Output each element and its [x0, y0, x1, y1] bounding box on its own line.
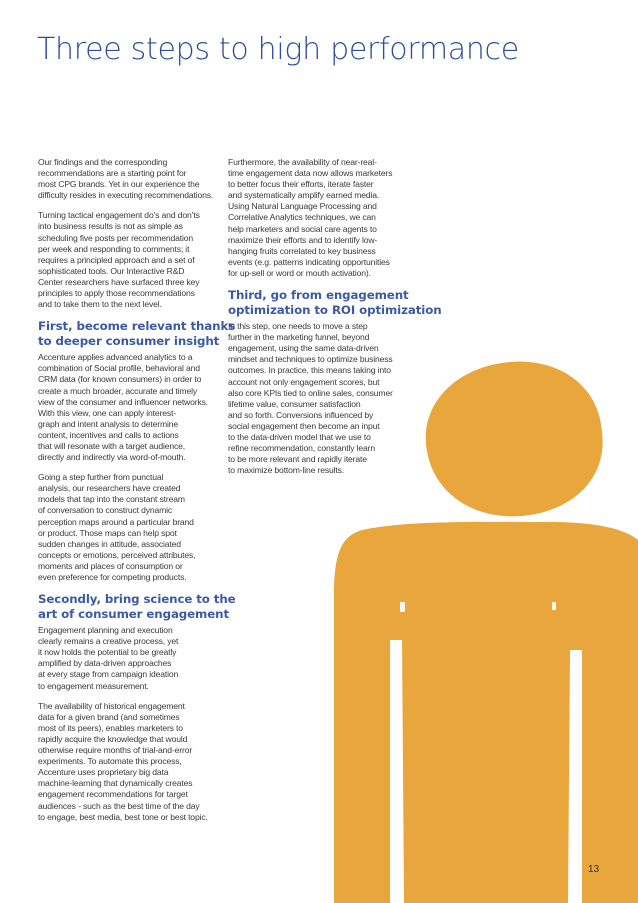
section-heading: Secondly, bring science to the art of consumer engagement	[38, 592, 236, 622]
paragraph: In this step, one needs to move a step further in the marketing funnel, beyond engagement, using the same data-driven mindset and techniques to optimize business outcomes. In practice, this means taking into account not only engagement scores, but also core KPIs tied to online sales, consumer lifetime value, consumer satisfaction and so forth. Conversions influenced by social engagement then become an input to the data-driven model that we use to refine recommendation, constantly learn to be more relevant and rapidly iterate to maximize bottom-line results.	[228, 321, 393, 476]
paragraph: Engagement planning and execution clearly remains a creative process, yet it now holds the potential to be greatly amplified by data-driven approaches at every stage from campaign ideation to engagement measurement.	[38, 625, 179, 691]
left-column	[38, 157, 238, 832]
paragraph: Going a step further from punctual analysis, our researchers have created models that tap into the constant stream of conversation to construct dynamic perception maps around a particular brand or product. Those maps can help spot sudden changes in attitude, associated concepts or emotions, perceived attributes, moments and places of consumption or even preference for competing products.	[38, 472, 196, 582]
figure-head	[426, 362, 603, 517]
section-heading: Third, go from engagement optimization to ROI optimization	[228, 288, 442, 318]
page-title: Three steps to high performance	[37, 32, 519, 67]
paragraph: Furthermore, the availability of near-real- time engagement data now allows marketers to better focus their efforts, iterate faster and systematically amplify earned media. Using Natural Language Processing and Correlative Analytics techniques, we can help marketers and social care agents to maximize their efforts and to identify low- hanging fruits correlated to key business events (e.g. patterns indicating opportunities for up-sell or word or mouth activation).	[228, 157, 393, 278]
paragraph: Our findings and the corresponding recommendations are a starting point for most CPG brands. Yet in our experience the difficulty resides in executing recommendations.	[38, 157, 214, 201]
figure-body	[334, 522, 638, 903]
section-heading: First, become relevant thanks to deeper consumer insight	[38, 319, 236, 349]
paragraph: The availability of historical engagement data for a given brand (and sometimes most of its peers), enables marketers to rapidly acquire the knowledge that would otherwise require months of trial-and-error experiments. To automate this process, Accenture uses proprietary big data machine-learning that dynamically creates engagement recommendations for target audiences - such as the best time of the day to engage, best media, best tone or best topic.	[38, 700, 208, 822]
figure-mark	[552, 602, 556, 610]
page-number: 13	[588, 864, 600, 875]
figure-mark	[400, 602, 405, 612]
paragraph: Turning tactical engagement do’s and don’ts into business results is not as simple as scheduling five posts per recommendation per week and responding to comments; it requires a principled approach and a set of sophisticated tools. Our Interactive R&D Center researchers have surfaced three key principles to apply those recommendations and to take them to the next level.	[38, 210, 200, 310]
right-column	[228, 157, 442, 485]
paragraph: Accenture applies advanced analytics to a combination of Social profile, behavioral and CRM data (for known consumers) in order to create a much broader, accurate and timely view of the consumer and influencer networks. With this view, one can apply interest- graph and intent analysis to determine content, incentives and calls to actions that will resonate with a target audience, directly and indirectly via word-of-mouth.	[38, 352, 208, 463]
